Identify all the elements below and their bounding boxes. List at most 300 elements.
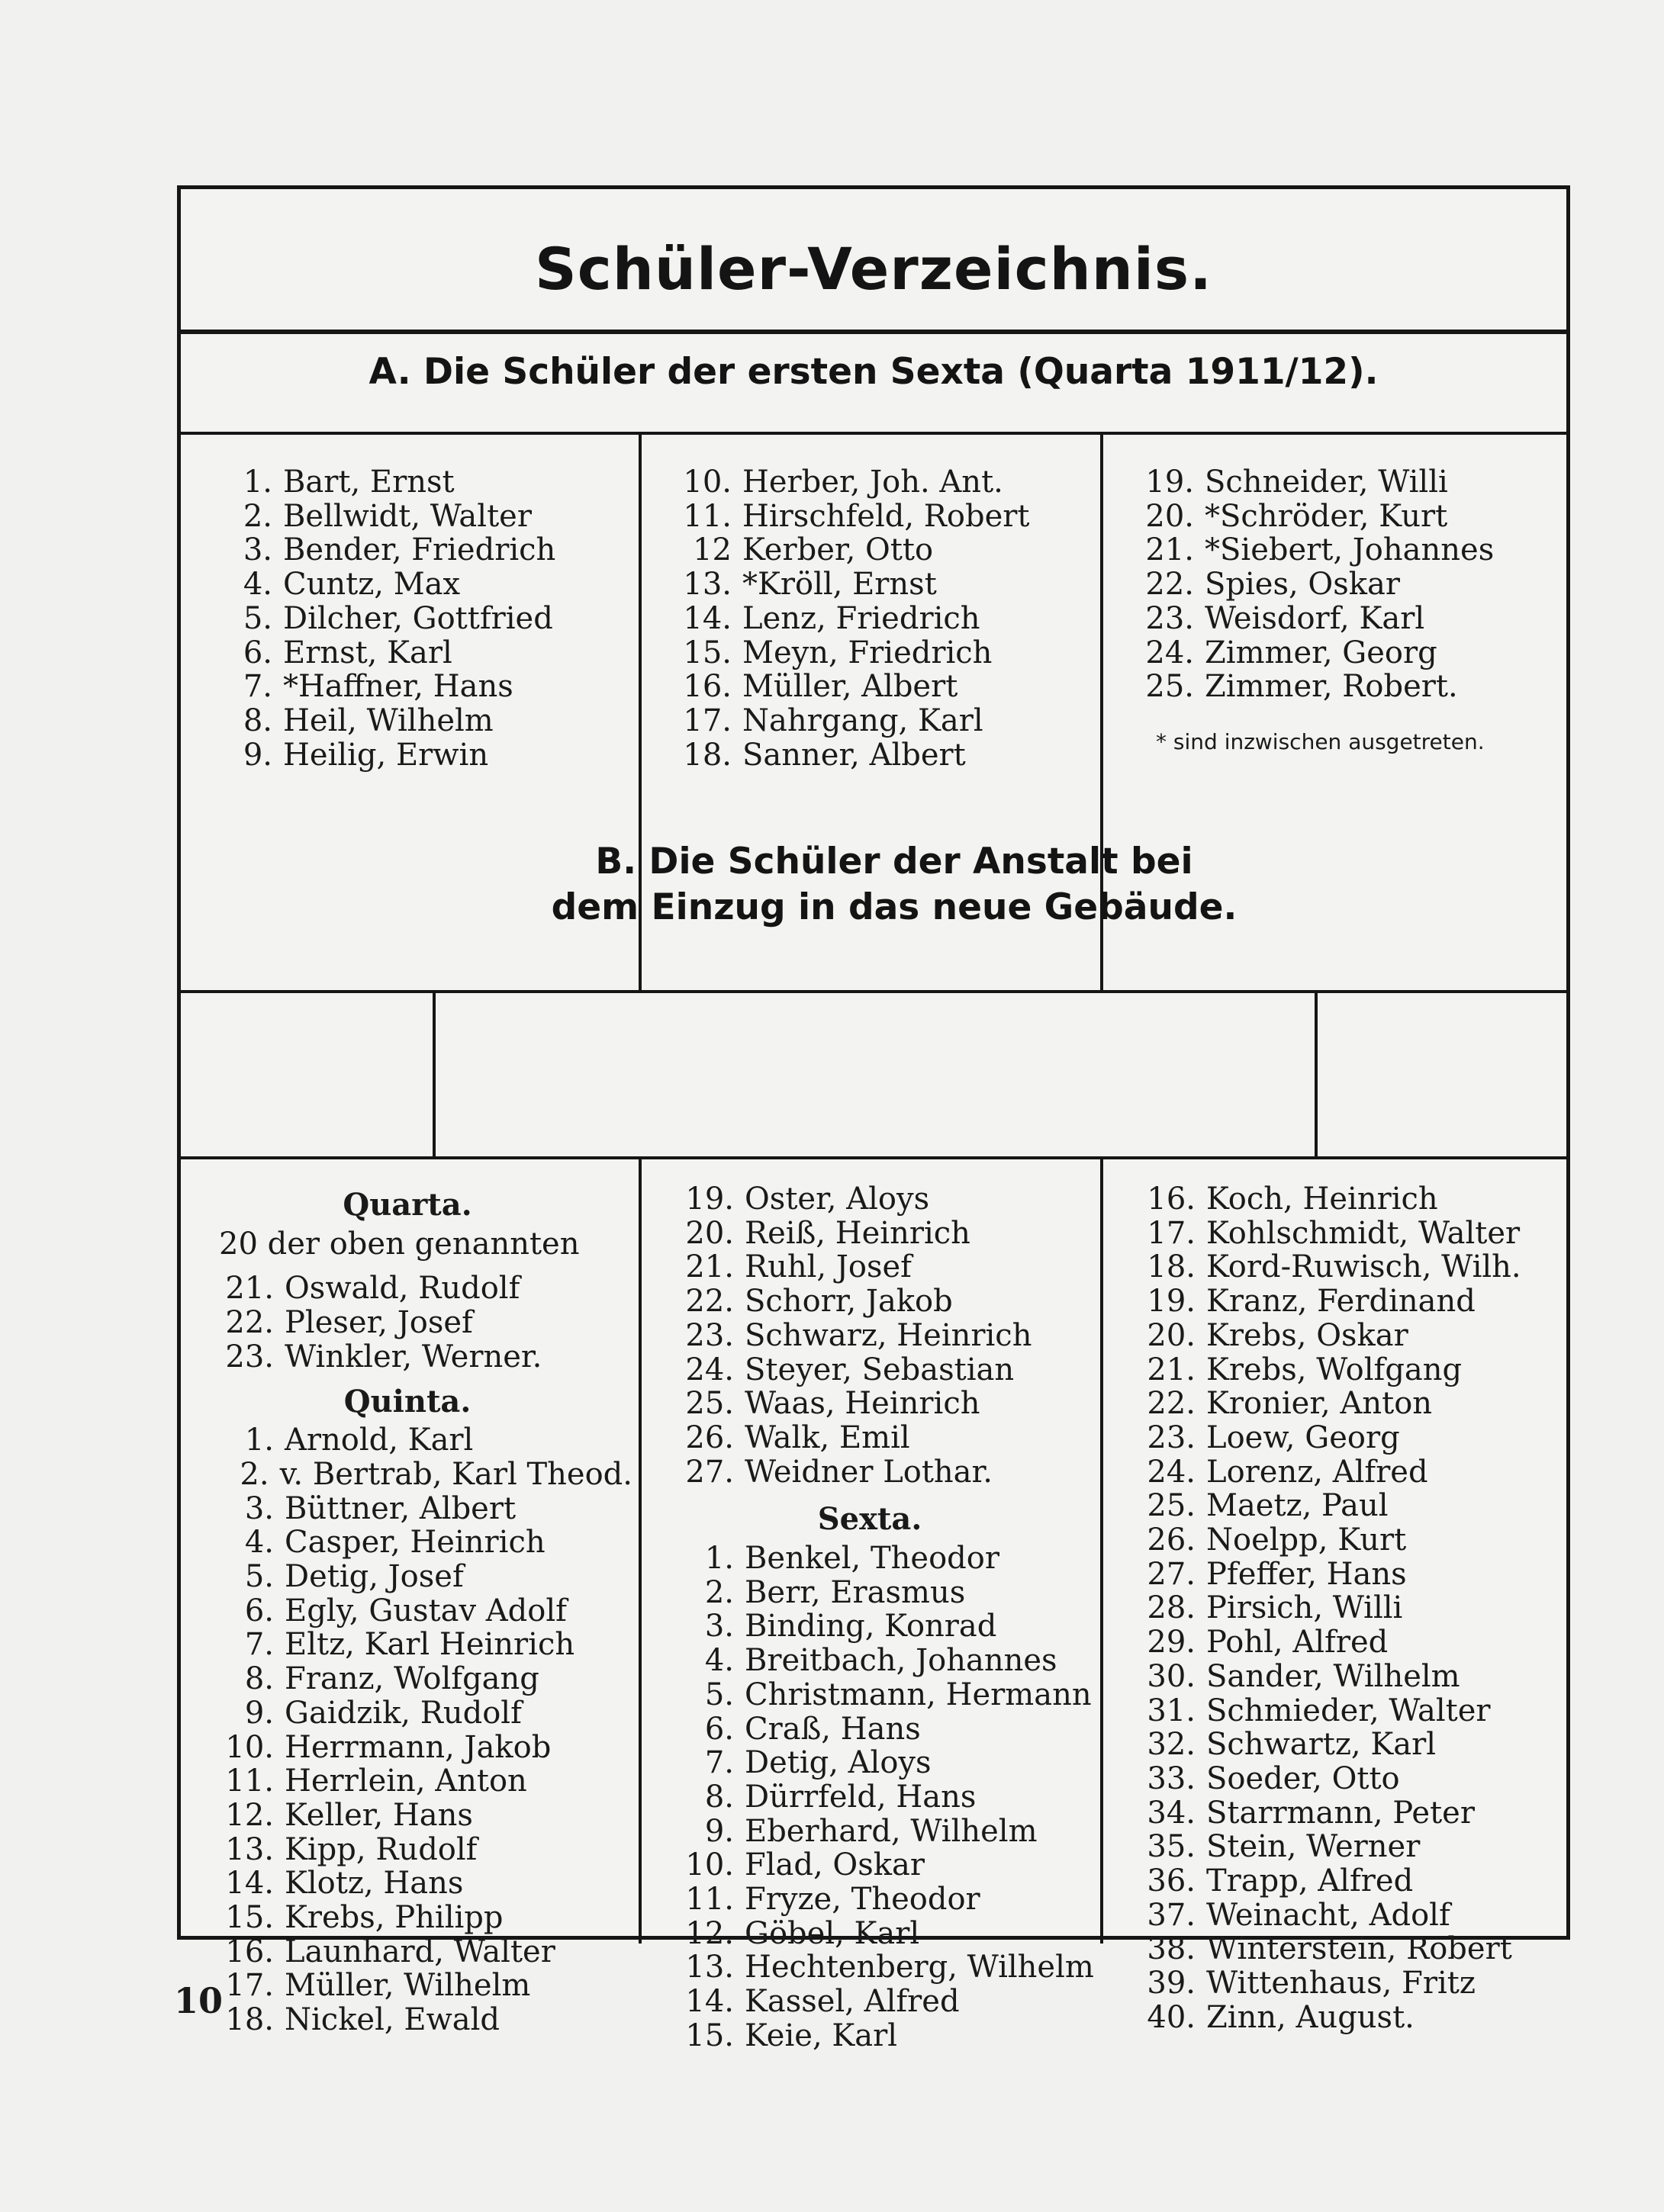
list-item [182,1492,632,1526]
list-item [182,1306,632,1340]
entry-number: 17. [225,1968,274,2004]
student-name: Noelpp, Kurt [1206,1522,1407,1558]
entry-number: 11. [685,1882,734,1918]
list-item [182,1901,632,1935]
list-item [642,1353,1097,1387]
entry-number: 1. [244,1423,274,1458]
list-item [1110,670,1494,704]
student-name: Sanner, Albert [742,737,966,773]
student-name: Winkler, Werner. [285,1339,542,1374]
list-item [642,1319,1097,1353]
entry-number: 31. [1147,1693,1196,1728]
entry-number: 40. [1147,1999,1196,2035]
list-item [182,1423,632,1458]
entry-number: 13. [225,1831,274,1867]
student-name: Herrlein, Anton [285,1763,527,1799]
student-name: Klotz, Hans [285,1866,464,1902]
list-item [182,1340,632,1374]
quinta-list-continued [642,1182,1097,1489]
list-item [1104,1830,1562,1864]
student-name: Winterstein, Robert [1206,1931,1512,1967]
entry-number: 23. [225,1339,274,1374]
student-name: Pleser, Josef [285,1305,473,1341]
sexta-heading: Sexta. [817,1501,922,1538]
entry-number: 5. [244,1559,274,1595]
student-name: Weisdorf, Karl [1205,600,1425,636]
list-item [648,704,1029,738]
list-item [642,1284,1097,1319]
entry-number: 22. [1147,1386,1196,1422]
student-name: Meyn, Friedrich [742,635,993,670]
entry-number: 2. [240,1456,269,1492]
entry-number: 25. [685,1386,734,1422]
entry-number: 32. [1147,1727,1196,1763]
entry-number: 10. [685,1847,734,1883]
list-item [642,2019,1097,2053]
divider-section-b-top [181,990,1566,993]
student-name: Maetz, Paul [1206,1488,1389,1524]
list-item [1104,1625,1562,1660]
list-item [642,1542,1097,1576]
list-item [1104,1319,1562,1353]
entry-number: 1. [243,465,272,500]
list-item [1104,1591,1562,1625]
section-b-heading [455,839,1333,931]
student-name: Launhard, Walter [285,1934,555,1969]
student-name: Eltz, Karl Heinrich [285,1627,575,1663]
entry-number: 14. [683,600,732,636]
student-name: Craß, Hans [745,1711,921,1747]
student-name: Kronier, Anton [1206,1386,1433,1422]
divider-section-a [181,432,1566,435]
list-item [188,500,555,534]
entry-number: 4. [244,1525,274,1561]
student-name: Bellwidt, Walter [283,498,532,534]
entry-number: 28. [1147,1590,1196,1626]
student-name: v. Bertrab, Karl Theod. [279,1456,632,1492]
withdrawn-note: * sind inzwischen ausgetreten. [1156,728,1485,754]
student-name: Detig, Josef [285,1559,464,1595]
student-name: Schneider, Willi [1205,465,1448,500]
student-name: Starrmann, Peter [1206,1795,1475,1831]
entry-number: 6. [243,635,272,670]
entry-number: 35. [1147,1829,1196,1865]
entry-number: 27. [1147,1556,1196,1592]
entry-number: 2. [704,1574,734,1610]
list-item [648,465,1029,500]
entry-number: 30. [1147,1658,1196,1694]
list-item [1110,500,1494,534]
student-name: Büttner, Albert [285,1490,517,1526]
student-name: Wittenhaus, Fritz [1206,1966,1476,2001]
entry-number: 22. [1145,567,1194,603]
entry-number: 8. [704,1779,734,1815]
page-number: 10 [174,1980,224,2021]
entry-number: 15. [225,1900,274,1936]
quinta-list [182,1423,632,2037]
entry-number: 10. [225,1729,274,1765]
list-item [642,1882,1097,1917]
student-name: Arnold, Karl [285,1423,474,1458]
student-name: Schwarz, Heinrich [745,1317,1032,1353]
student-name: Berr, Erasmus [745,1574,966,1610]
list-item [182,1799,632,1833]
list-item [642,1712,1097,1747]
list-item [182,1731,632,1765]
student-name: Oswald, Rudolf [285,1271,520,1307]
entry-number: 20. [685,1215,734,1251]
entry-number: 1. [704,1541,734,1577]
entry-number: 5. [704,1677,734,1712]
entry-number: 19. [685,1182,734,1217]
entry-number: 17. [683,703,732,738]
student-name: *Kröll, Ernst [742,567,937,603]
list-item [642,1576,1097,1610]
entry-number: 7. [244,1627,274,1663]
list-item [1104,1558,1562,1592]
divider-title [181,330,1566,334]
list-item [188,636,555,670]
section-a-column-2 [648,465,1029,772]
entry-number: 8. [243,703,272,738]
entry-number: 27. [685,1454,734,1490]
list-item [182,1935,632,1969]
student-name: Nickel, Ewald [285,2002,500,2038]
student-name: Benkel, Theodor [745,1541,999,1577]
list-item [188,465,555,500]
student-name: Weidner Lothar. [745,1454,993,1490]
student-name: Pirsich, Willi [1206,1590,1403,1626]
quarta-heading: Quarta. [343,1187,472,1223]
student-name: Krebs, Philipp [285,1900,504,1936]
student-name: Oster, Aloys [745,1182,930,1217]
list-item [1104,1762,1562,1796]
entry-number: 23. [1145,600,1194,636]
student-name: Zimmer, Robert. [1205,669,1458,705]
student-name: Egly, Gustav Adolf [285,1593,567,1628]
student-name: Müller, Albert [742,669,958,705]
student-name: Kohlschmidt, Walter [1206,1215,1521,1251]
list-item [1104,1250,1562,1284]
student-name: Herrmann, Jakob [285,1729,552,1765]
student-name: Walk, Emil [745,1419,910,1455]
entry-number: 3. [244,1490,274,1526]
list-item [1104,1284,1562,1319]
list-item [188,704,555,738]
entry-number: 2. [243,498,272,534]
student-name: Bart, Ernst [283,465,455,500]
student-name: Christmann, Hermann [745,1677,1092,1712]
student-name: Schwartz, Karl [1206,1727,1436,1763]
student-name: Soeder, Otto [1206,1760,1400,1796]
student-name: Zinn, August. [1206,1999,1415,2035]
divider-b-head-right [1315,992,1318,1158]
student-name: Krebs, Oskar [1206,1317,1408,1353]
entry-number: 34. [1147,1795,1196,1831]
student-name: Nahrgang, Karl [742,703,983,738]
student-name: Cuntz, Max [283,567,461,603]
entry-number: 25. [1145,669,1194,705]
section-b-heading-line2: dem Einzug in das neue Gebäude. [551,886,1238,928]
list-item [648,738,1029,773]
list-item [642,1182,1097,1217]
student-name: *Schröder, Kurt [1205,498,1448,534]
student-name: Breitbach, Johannes [745,1643,1057,1679]
student-name: Göbel, Karl [745,1915,920,1951]
list-item [182,1833,632,1867]
list-item [1104,1728,1562,1762]
entry-number: 14. [685,1984,734,2020]
student-name: Kerber, Otto [742,532,934,568]
entry-number: 23. [1147,1419,1196,1455]
divider-b-col2 [1100,1158,1103,1944]
entry-number: 26. [1147,1522,1196,1558]
entry-number: 18. [1147,1249,1196,1285]
student-name: Pfeffer, Hans [1206,1556,1407,1592]
quarta-list [182,1272,632,1374]
entry-number: 24. [685,1352,734,1387]
divider-b-col1 [639,1158,642,1944]
student-name: Keie, Karl [745,2017,898,2053]
entry-number: 16. [1147,1182,1196,1217]
student-name: Binding, Konrad [745,1609,997,1645]
entry-number: 16. [225,1934,274,1969]
student-name: Kipp, Rudolf [285,1831,478,1867]
student-name: Heilig, Erwin [283,737,489,773]
divider-section-b [181,1156,1566,1159]
list-item [642,1950,1097,1985]
entry-number: 18. [225,2002,274,2038]
student-name: Gaidzik, Rudolf [285,1695,522,1731]
page-title: Schüler-Verzeichnis. [534,235,1213,303]
entry-number: 3. [243,532,272,568]
student-name: Schorr, Jakob [745,1284,953,1320]
entry-number: 33. [1147,1760,1196,1796]
entry-number: 19. [1145,465,1194,500]
quarta-intro: 20 der oben genannten [219,1226,580,1262]
student-name: Stein, Werner [1206,1829,1421,1865]
list-item [642,1815,1097,1849]
student-name: Keller, Hans [285,1797,473,1833]
student-name: Kord-Ruwisch, Wilh. [1206,1249,1521,1285]
list-item [1104,1489,1562,1523]
list-item [182,1594,632,1628]
student-name: *Haffner, Hans [283,669,513,705]
entry-number: 10. [683,465,732,500]
entry-number: 11. [225,1763,274,1799]
list-item [1104,1694,1562,1728]
list-item [642,1421,1097,1455]
list-item [182,1969,632,2003]
list-item [182,1458,632,1492]
list-item [1104,1217,1562,1251]
student-name: Flad, Oskar [745,1847,925,1883]
list-item [1104,1796,1562,1831]
student-name: Dilcher, Gottfried [283,600,553,636]
list-item [648,670,1029,704]
student-name: Herber, Joh. Ant. [742,465,1003,500]
entry-number: 4. [243,567,272,603]
entry-number: 13. [685,1950,734,1985]
register-frame [177,185,1570,2053]
list-item [1104,1387,1562,1421]
list-item [182,1696,632,1731]
entry-number: 39. [1147,1966,1196,2001]
entry-number: 7. [704,1745,734,1781]
entry-number: 9. [244,1695,274,1731]
list-item [182,1560,632,1594]
entry-number: 25. [1147,1488,1196,1524]
list-item [182,1662,632,1696]
section-b-column-2 [642,1182,1097,2053]
list-item [642,1917,1097,1951]
list-item [1104,1660,1562,1694]
section-b-column-3 [1104,1182,1562,2035]
sexta-list-continued [1104,1182,1562,2035]
list-item [188,533,555,567]
list-item [642,1780,1097,1815]
entry-number: 24. [1147,1454,1196,1490]
list-item [188,567,555,602]
student-name: Ruhl, Josef [745,1249,912,1285]
list-item [182,1526,632,1560]
list-item [648,533,1029,567]
list-item [1104,1353,1562,1387]
student-name: Lorenz, Alfred [1206,1454,1428,1490]
entry-number: 20. [1145,498,1194,534]
entry-number: 15. [685,2017,734,2053]
list-item [1110,636,1494,670]
list-item [1104,1864,1562,1899]
entry-number: 21. [685,1249,734,1285]
list-item [642,1217,1097,1251]
entry-number: 9. [243,737,272,773]
student-name: Ernst, Karl [283,635,452,670]
student-name: Franz, Wolfgang [285,1661,539,1697]
list-item [1104,1421,1562,1455]
entry-number: 26. [685,1419,734,1455]
section-b-column-1 [182,1182,632,2037]
entry-number: 21. [225,1271,274,1307]
student-name: Lenz, Friedrich [742,600,980,636]
student-name: Hirschfeld, Robert [742,498,1030,534]
student-name: Eberhard, Wilhelm [745,1813,1038,1849]
list-item [642,1387,1097,1421]
student-name: Hechtenberg, Wilhelm [745,1950,1094,1985]
entry-number: 12 [693,532,732,568]
entry-number: 8. [244,1661,274,1697]
entry-number: 12. [225,1797,274,1833]
entry-number: 22. [225,1305,274,1341]
section-a-column-1 [188,465,555,772]
list-item [648,602,1029,636]
entry-number: 22. [685,1284,734,1320]
entry-number: 6. [244,1593,274,1628]
entry-number: 21. [1145,532,1194,568]
list-item [188,670,555,704]
list-item [182,2003,632,2037]
entry-number: 12. [685,1915,734,1951]
entry-number: 15. [683,635,732,670]
list-item [1104,1523,1562,1558]
list-item [648,636,1029,670]
student-name: Pohl, Alfred [1206,1625,1389,1661]
list-item [1110,465,1494,500]
entry-number: 7. [243,669,272,705]
student-name: Kranz, Ferdinand [1206,1284,1476,1320]
entry-number: 21. [1147,1352,1196,1387]
list-item [182,1866,632,1901]
student-name: Loew, Georg [1206,1419,1400,1455]
list-item [182,1628,632,1662]
student-name: Weinacht, Adolf [1206,1897,1450,1933]
list-item [1104,2001,1562,2035]
entry-number: 14. [225,1866,274,1902]
student-name: *Siebert, Johannes [1205,532,1495,568]
list-item [1104,1932,1562,1966]
student-name: Waas, Heinrich [745,1386,980,1422]
entry-number: 36. [1147,1863,1196,1899]
student-name: Dürrfeld, Hans [745,1779,977,1815]
student-name: Schmieder, Walter [1206,1693,1491,1728]
list-item [1104,1182,1562,1217]
list-item [642,1985,1097,2019]
student-name: Bender, Friedrich [283,532,556,568]
student-name: Müller, Wilhelm [285,1968,531,2004]
list-item [1110,567,1494,602]
entry-number: 13. [683,567,732,603]
section-a-column-3 [1110,465,1494,760]
student-name: Detig, Aloys [745,1745,932,1781]
entry-number: 9. [704,1813,734,1849]
sexta-list [642,1542,1097,2053]
student-name: Heil, Wilhelm [283,703,494,738]
entry-number: 38. [1147,1931,1196,1967]
list-item [182,1272,632,1306]
list-item [648,500,1029,534]
entry-number: 5. [243,600,272,636]
student-name: Casper, Heinrich [285,1525,546,1561]
student-name: Reiß, Heinrich [745,1215,970,1251]
list-item [642,1746,1097,1780]
list-item [642,1848,1097,1882]
list-item [642,1609,1097,1644]
list-item [1110,602,1494,636]
entry-number: 17. [1147,1215,1196,1251]
entry-number: 16. [683,669,732,705]
section-b-heading-line1: B. Die Schüler der Anstalt bei [595,841,1193,883]
list-item [188,602,555,636]
entry-number: 19. [1147,1284,1196,1320]
entry-number: 20. [1147,1317,1196,1353]
list-item [1104,1899,1562,1933]
list-item [642,1678,1097,1712]
student-name: Sander, Wilhelm [1206,1658,1460,1694]
entry-number: 24. [1145,635,1194,670]
student-name: Krebs, Wolfgang [1206,1352,1463,1387]
section-a-heading: A. Die Schüler der ersten Sexta (Quarta 1911/12). [369,351,1379,393]
list-item [1104,1455,1562,1490]
entry-number: 3. [704,1609,734,1645]
entry-number: 29. [1147,1625,1196,1661]
list-item [182,1764,632,1799]
student-name: Fryze, Theodor [745,1882,980,1918]
list-item [642,1644,1097,1678]
list-item [1104,1966,1562,2001]
entry-number: 18. [683,737,732,773]
list-item [1110,533,1494,567]
student-name: Trapp, Alfred [1206,1863,1414,1899]
